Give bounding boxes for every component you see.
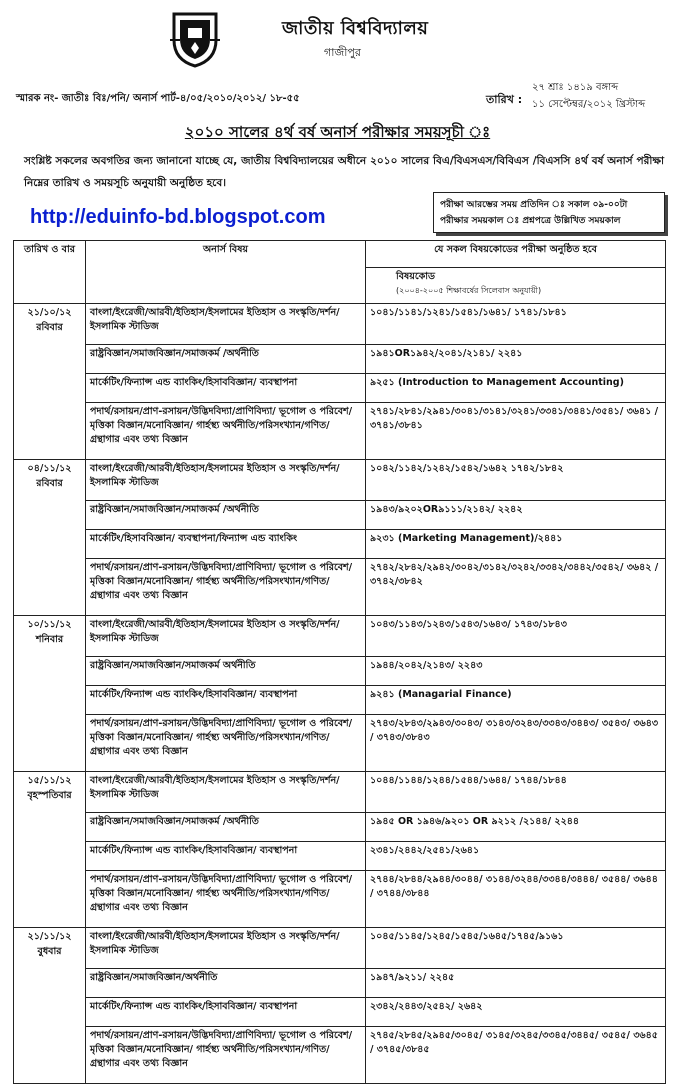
exam-date: ০৪/১১/১২ xyxy=(27,463,72,474)
exam-date-cell xyxy=(14,460,86,616)
table-header-row xyxy=(14,241,666,268)
exam-date-cell xyxy=(14,616,86,772)
subject-cell: মার্কেটিং/হিসাববিজ্ঞান/ ব্যবস্থাপনা/ফিন্যান্স এন্ড ব্যাংকিং xyxy=(86,530,366,559)
exam-day: বুধবার xyxy=(37,946,62,957)
subject-cell: বাংলা/ইংরেজী/আরবী/ইতিহাস/ইসলামের ইতিহাস ও সংস্কৃতি/দর্শন/ইসলামিক স্টাডিজ xyxy=(86,772,366,813)
subject-cell: পদার্থ/রসায়ন/প্রাণ-রসায়ন/উদ্ভিদবিদ্যা/প্রাণিবিদ্যা/ ভূগোল ও পরিবেশ/মৃত্তিকা বিজ্ঞান/মনোবিজ্ঞান/ গার্হস্থ্য অর্থনীতি/পরিসংখ্যান/গণিত/ গ্রন্থাগার এবং তথ্য বিজ্ঞান xyxy=(86,715,366,772)
table-row xyxy=(14,1027,666,1084)
header-code xyxy=(366,268,666,304)
table-row xyxy=(14,616,666,657)
exam-date-cell xyxy=(14,928,86,1084)
exam-date: ২১/১০/১২ xyxy=(27,307,72,318)
subject-code-cell: ১০৪৩/১১৪৩/১২৪৩/১৫৪৩/১৬৪৩/ ১৭৪৩/১৮৪৩ xyxy=(366,616,666,657)
exam-schedule-table xyxy=(13,240,666,1084)
subject-code-cell: ১০৪৪/১১৪৪/১২৪৪/১৫৪৪/১৬৪৪/ ১৭৪৪/১৮৪৪ xyxy=(366,772,666,813)
table-row xyxy=(14,559,666,616)
table-row xyxy=(14,686,666,715)
subject-code-cell: ১৯৪৫ OR ১৯৪৬/৯২০১ OR ৯২১২ /২১৪৪/ ২২৪৪ xyxy=(366,813,666,842)
subject-cell: পদার্থ/রসায়ন/প্রাণ-রসায়ন/উদ্ভিদবিদ্যা/প্রাণিবিদ্যা/ ভূগোল ও পরিবেশ/মৃত্তিকা বিজ্ঞান/মনোবিজ্ঞান/ গার্হস্থ্য অর্থনীতি/পরিসংখ্যান/গণিত/ গ্রন্থাগার এবং তথ্য বিজ্ঞান xyxy=(86,871,366,928)
subject-code-cell: ২৭৪৪/২৮৪৪/২৯৪৪/৩০৪৪/ ৩১৪৪/৩২৪৪/৩৩৪৪/৩৪৪৪/ ৩৫৪৪/ ৩৬৪৪ / ৩৭৪৪/৩৮৪৪ xyxy=(366,871,666,928)
university-city: গাজীপুর xyxy=(324,46,361,59)
subject-cell: রাষ্ট্রবিজ্ঞান/সমাজবিজ্ঞান/সমাজকর্ম /অর্থনীতি xyxy=(86,345,366,374)
date-label: তারিখ : xyxy=(486,93,523,106)
subject-cell: বাংলা/ইংরেজী/আরবী/ইতিহাস/ইসলামের ইতিহাস ও সংস্কৃতি/দর্শন/ইসলামিক স্টাডিজ xyxy=(86,928,366,969)
table-row xyxy=(14,969,666,998)
exam-date: ১০/১১/১২ xyxy=(27,619,72,630)
subject-code-cell: ২৭৪৫/২৮৪৫/২৯৪৫/৩০৪৫/ ৩১৪৫/৩২৪৫/৩৩৪৫/৩৪৪৫/ ৩৫৪৫/ ৩৬৪৫ / ৩৭৪৫/৩৮৪৫ xyxy=(366,1027,666,1084)
header-code-label: বিষয়কোড xyxy=(396,271,436,283)
table-row xyxy=(14,813,666,842)
header-subject: অনার্স বিষয় xyxy=(86,241,366,304)
table-row xyxy=(14,374,666,403)
date-english: ১১ সেপ্টেম্বর/২০১২ খ্রিস্টাব্দ xyxy=(532,99,646,110)
intro-paragraph: সংশ্লিষ্ট সকলের অবগতির জন্য জানানো যাচ্ছে যে, জাতীয় বিশ্ববিদ্যালয়ের অধীনে ২০১০ সালের বিএ/বিএসএস/বিবিএস /বিএসসি ৪র্থ বর্ষ অনার্স পরীক্ষা নিম্নের তারিখ ও সময়সূচি অনুযায়ী অনুষ্ঠিত হবে। xyxy=(24,155,664,189)
subject-code-cell: ১৯৪১OR১৯৪২/২০৪১/২১৪১/ ২২৪১ xyxy=(366,345,666,374)
subject-code-cell: ১০৪২/১১৪২/১২৪২/১৫৪২/১৬৪২ ১৭৪২/১৮৪২ xyxy=(366,460,666,501)
table-row xyxy=(14,715,666,772)
subject-code-cell: ৯২৩১ (Marketing Management)/২৪৪১ xyxy=(366,530,666,559)
table-row xyxy=(14,304,666,345)
subject-code-cell: ২৭৪৩/২৮৪৩/২৯৪৩/৩০৪৩/ ৩১৪৩/৩২৪৩/৩৩৪৩/৩৪৪৩/ ৩৫৪৩/ ৩৬৪৩ / ৩৭৪৩/৩৮৪৩ xyxy=(366,715,666,772)
university-logo xyxy=(168,10,222,68)
exam-day: রবিবার xyxy=(36,478,63,489)
subject-code-cell: ২৭৪১/২৮৪১/২৯৪১/৩০৪১/৩১৪১/৩২৪১/৩৩৪১/৩৪৪১/৩৫৪১/ ৩৬৪১ / ৩৭৪১/৩৮৪১ xyxy=(366,403,666,460)
subject-cell: বাংলা/ইংরেজী/আরবী/ইতিহাস/ইসলামের ইতিহাস ও সংস্কৃতি/দর্শন/ইসলামিক স্টাডিজ xyxy=(86,460,366,501)
subject-code-cell: ১৯৪৩/৯২০২OR৯১১১/২১৪২/ ২২৪২ xyxy=(366,501,666,530)
exam-day: বৃহস্পতিবার xyxy=(27,790,72,801)
table-row xyxy=(14,657,666,686)
watermark-url[interactable]: http://eduinfo-bd.blogspot.com xyxy=(30,206,326,228)
table-row xyxy=(14,530,666,559)
subject-code-cell: ৯২৪১ (Managarial Finance) xyxy=(366,686,666,715)
memo-number: স্মারক নং- জাতীঃ বিঃ/পনি/ অনার্স পার্ট-৪/০৫/২০১০/২০১২/ ১৮-৫৫ xyxy=(16,93,300,104)
table-row xyxy=(14,928,666,969)
exam-time-box xyxy=(433,192,665,233)
schedule-body xyxy=(14,304,666,1084)
exam-duration: পরীক্ষার সময়কাল ঃ প্রশ্নপত্রে উল্লিখিত সময়কাল xyxy=(440,216,621,226)
university-name: জাতীয় বিশ্ববিদ্যালয় xyxy=(282,18,429,39)
exam-start-time: পরীক্ষা আরম্ভের সময় প্রতিদিন ঃ সকাল ০৯-০০টা xyxy=(440,200,628,210)
exam-date: ২১/১১/১২ xyxy=(27,931,72,942)
subject-cell: বাংলা/ইংরেজী/আরবী/ইতিহাস/ইসলামের ইতিহাস ও সংস্কৃতি/দর্শন/ইসলামিক স্টাডিজ xyxy=(86,304,366,345)
subject-code-cell: ১০৪৫/১১৪৫/১২৪৫/১৫৪৫/১৬৪৫/১৭৪৫/৯১৬১ xyxy=(366,928,666,969)
subject-cell: মার্কেটিং/ফিন্যান্স এন্ড ব্যাংকিং/হিসাববিজ্ঞান/ ব্যবস্থাপনা xyxy=(86,686,366,715)
subject-code-cell: ২৩৪১/২৪৪২/২৫৪১/২৬৪১ xyxy=(366,842,666,871)
subject-cell: মার্কেটিং/ফিন্যান্স এন্ড ব্যাংকিং/হিসাববিজ্ঞান/ ব্যবস্থাপনা xyxy=(86,374,366,403)
table-row xyxy=(14,842,666,871)
header-date-day: তারিখ ও বার xyxy=(14,241,86,304)
subject-cell: পদার্থ/রসায়ন/প্রাণ-রসায়ন/উদ্ভিদবিদ্যা/প্রাণিবিদ্যা/ ভূগোল ও পরিবেশ/মৃত্তিকা বিজ্ঞান/মনোবিজ্ঞান/ গার্হস্থ্য অর্থনীতি/পরিসংখ্যান/গণিত/ গ্রন্থাগার এবং তথ্য বিজ্ঞান xyxy=(86,1027,366,1084)
subject-code-cell: ২৩৪২/২৪৪৩/২৫৪২/ ২৬৪২ xyxy=(366,998,666,1027)
exam-date-cell xyxy=(14,772,86,928)
subject-cell: রাষ্ট্রবিজ্ঞান/সমাজবিজ্ঞান/সমাজকর্ম /অর্থনীতি xyxy=(86,501,366,530)
exam-day: শনিবার xyxy=(35,634,64,645)
subject-cell: রাষ্ট্রবিজ্ঞান/সমাজবিজ্ঞান/অর্থনীতি xyxy=(86,969,366,998)
subject-cell: মার্কেটিং/ফিন্যান্স এন্ড ব্যাংকিং/হিসাববিজ্ঞান/ ব্যবস্থাপনা xyxy=(86,998,366,1027)
exam-day: রবিবার xyxy=(36,322,63,333)
subject-code-cell: ১০৪১/১১৪১/১২৪১/১৫৪১/১৬৪১/ ১৭৪১/১৮৪১ xyxy=(366,304,666,345)
table-row xyxy=(14,998,666,1027)
subject-cell: রাষ্ট্রবিজ্ঞান/সমাজবিজ্ঞান/সমাজকর্ম /অর্থনীতি xyxy=(86,813,366,842)
subject-cell: মার্কেটিং/ফিন্যান্স এন্ড ব্যাংকিং/হিসাববিজ্ঞান/ ব্যবস্থাপনা xyxy=(86,842,366,871)
header-code-note: (২০০৪-২০০৫ শিক্ষাবর্ষের সিলেবাস অনুযায়ী) xyxy=(396,286,542,296)
date-bangla: ২৭ শ্রাঃ ১৪১৯ বঙ্গাব্দ xyxy=(532,82,619,93)
table-row xyxy=(14,501,666,530)
subject-code-cell: ২৭৪২/২৮৪২/২৯৪২/৩০৪২/৩১৪২/৩২৪২/৩৩৪২/৩৪৪২/৩৫৪২/ ৩৬৪২ / ৩৭৪২/৩৮৪২ xyxy=(366,559,666,616)
exam-date: ১৫/১১/১২ xyxy=(27,775,72,786)
subject-code-cell: ১৯৪৪/২০৪২/২১৪৩/ ২২৪৩ xyxy=(366,657,666,686)
table-row xyxy=(14,345,666,374)
page-title: ২০১০ সালের ৪র্থ বর্ষ অনার্স পরীক্ষার সময়সূচী ঃ xyxy=(184,123,491,141)
subject-cell: বাংলা/ইংরেজী/আরবী/ইতিহাস/ইসলামের ইতিহাস ও সংস্কৃতি/দর্শন/ইসলামিক স্টাডিজ xyxy=(86,616,366,657)
subject-cell: পদার্থ/রসায়ন/প্রাণ-রসায়ন/উদ্ভিদবিদ্যা/প্রাণিবিদ্যা/ ভূগোল ও পরিবেশ/মৃত্তিকা বিজ্ঞান/মনোবিজ্ঞান/ গার্হস্থ্য অর্থনীতি/পরিসংখ্যান/গণিত/ গ্রন্থাগার এবং তথ্য বিজ্ঞান xyxy=(86,403,366,460)
subject-cell: রাষ্ট্রবিজ্ঞান/সমাজবিজ্ঞান/সমাজকর্ম অর্থনীতি xyxy=(86,657,366,686)
exam-date-cell xyxy=(14,304,86,460)
subject-code-cell: ৯২৫১ (Introduction to Management Accounting) xyxy=(366,374,666,403)
table-row xyxy=(14,403,666,460)
header-codes-top: যে সকল বিষয়কোডের পরীক্ষা অনুষ্ঠিত হবে xyxy=(366,241,666,268)
table-row xyxy=(14,460,666,501)
subject-code-cell: ১৯৪৭/৯২১১/ ২২৪৫ xyxy=(366,969,666,998)
subject-cell: পদার্থ/রসায়ন/প্রাণ-রসায়ন/উদ্ভিদবিদ্যা/প্রাণিবিদ্যা/ ভূগোল ও পরিবেশ/মৃত্তিকা বিজ্ঞান/মনোবিজ্ঞান/ গার্হস্থ্য অর্থনীতি/পরিসংখ্যান/গণিত/ গ্রন্থাগার এবং তথ্য বিজ্ঞান xyxy=(86,559,366,616)
table-row xyxy=(14,772,666,813)
table-row xyxy=(14,871,666,928)
